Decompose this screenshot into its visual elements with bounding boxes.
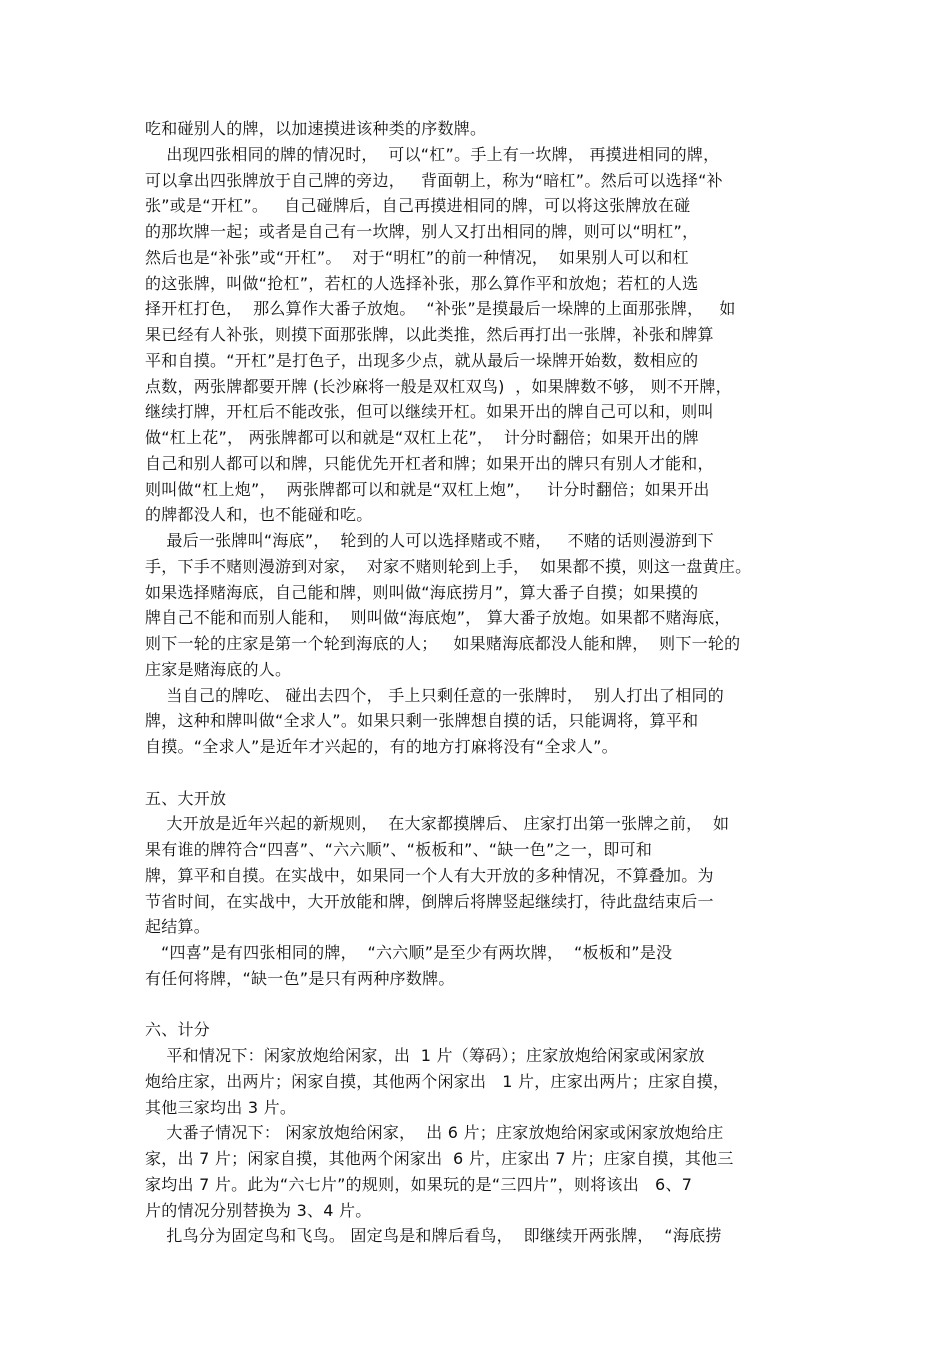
text-line: 节省时间，在实战中，大开放能和牌，倒牌后将牌竖起继续打，待此盘结束后一 <box>145 891 714 911</box>
text-line: 如果选择赌海底，自己能和牌，则叫做“海底捞月”，算大番子自摸；如果摸的 <box>145 582 699 602</box>
text-line: 扎鸟分为固定鸟和飞鸟。 固定鸟是和牌后看鸟， 即继续开两张牌， “海底捞 <box>145 1226 722 1246</box>
text-line: 六、计分 <box>145 1020 211 1040</box>
text-line: 果已经有人补张，则摸下面那张牌，以此类推，然后再打出一张牌，补张和牌算 <box>145 325 714 344</box>
text-line: 片的情况分别替换为 3、4 片。 <box>145 1200 372 1220</box>
text-line: 平和自摸。“开杠”是打色子，出现多少点，就从最后一垛牌开始数，数相应的 <box>145 350 699 370</box>
text-line: 庄家是赌海底的人。 <box>145 659 292 679</box>
text-line: 则下一轮的庄家是第一个轮到海底的人； 如果赌海底都没人能和牌， 则下一轮的 <box>145 634 741 653</box>
text-line: 炮给庄家，出两片；闲家自摸，其他两个闲家出 1 片，庄家出两片；庄家自摸， <box>145 1071 730 1091</box>
text-line: 出现四张相同的牌的情况时， 可以“杠”。手上有一坎牌， 再摸进相同的牌， <box>145 144 720 164</box>
text-line: 有任何将牌，“缺一色”是只有两种序数牌。 <box>145 968 455 988</box>
text-line: 则叫做“杠上炮”， 两张牌都可以和就是“双杠上炮”， 计分时翻倍；如果开出 <box>145 479 710 499</box>
text-line: 其他三家均出 3 片。 <box>145 1097 297 1117</box>
text-line: 做“杠上花”， 两张牌都可以和就是“双杠上花”， 计分时翻倍；如果开出的牌 <box>145 428 699 447</box>
text-line: 择开杠打色， 那么算作大番子放炮。 “补张”是摸最后一垛牌的上面那张牌， 如 <box>145 299 736 319</box>
text-line: 继续打牌，开杠后不能改张，但可以继续开杠。如果开出的牌自己可以和，则叫 <box>145 402 714 422</box>
text-line: 然后也是“补张”或“开杠”。 对于“明杠”的前一种情况， 如果别人可以和杠 <box>145 247 689 267</box>
text-line: 平和情况下：闲家放炮给闲家，出 1 片（筹码）；庄家放炮给闲家或闲家放 <box>145 1046 705 1065</box>
text-line: 点数，两张牌都要开牌 (长沙麻将一般是双杠双鸟) ，如果牌数不够， 则不开牌， <box>145 376 732 396</box>
text-line: 牌，算平和自摸。在实战中，如果同一个人有大开放的多种情况，不算叠加。为 <box>145 865 714 885</box>
text-line: 最后一张牌叫“海底”， 轮到的人可以选择赌或不赌， 不赌的话则漫游到下 <box>145 531 714 550</box>
text-line: 手，下手不赌则漫游到对家， 对家不赌则轮到上手， 如果都不摸，则这一盘黄庄。 <box>145 556 752 576</box>
text-line: 当自己的牌吃、 碰出去四个， 手上只剩任意的一张牌时， 别人打出了相同的 <box>145 685 724 705</box>
text-line: 起结算。 <box>145 917 211 937</box>
text-line: “四喜”是有四张相同的牌， “六六顺”是至少有两坎牌， “板板和”是没 <box>145 943 673 962</box>
text-line: 牌，这种和牌叫做“全求人”。如果只剩一张牌想自摸的话，只能调将，算平和 <box>145 711 699 731</box>
text-line: 可以拿出四张牌放于自己牌的旁边， 背面朝上，称为“暗杠”。然后可以选择“补 <box>145 170 723 190</box>
text-line: 家，出 7 片；闲家自摸，其他两个闲家出 6 片，庄家出 7 片；庄家自摸，其他三 <box>145 1149 734 1168</box>
text-line: 吃和碰别人的牌，以加速摸进该种类的序数牌。 <box>145 119 487 138</box>
text-line: 果有谁的牌符合“四喜”、“六六顺”、“板板和”、“缺一色”之一，即可和 <box>145 840 653 859</box>
text-line: 的这张牌，叫做“抢杠”，若杠的人选择补张，那么算作平和放炮；若杠的人选 <box>145 273 699 293</box>
text-line: 家均出 7 片。此为“六七片”的规则，如果玩的是“三四片”，则将该出 6、7 <box>145 1174 693 1194</box>
text-line: 张”或是“开杠”。 自己碰牌后，自己再摸进相同的牌，可以将这张牌放在碰 <box>145 196 691 216</box>
text-line: 的那坎牌一起；或者是自己有一坎牌，别人又打出相同的牌，则可以“明杠”， <box>145 222 699 241</box>
text-line: 自摸。“全求人”是近年才兴起的，有的地方打麻将没有“全求人”。 <box>145 737 618 756</box>
text-line: 的牌都没人和，也不能碰和吃。 <box>145 505 373 525</box>
text-line: 大番子情况下： 闲家放炮给闲家， 出 6 片；庄家放炮给闲家或闲家放炮给庄 <box>145 1123 724 1143</box>
text-line: 五、大开放 <box>145 788 227 808</box>
text-line: 牌自己不能和而别人能和， 则叫做“海底炮”， 算大番子放炮。如果都不赌海底， <box>145 608 731 628</box>
text-line: 大开放是近年兴起的新规则， 在大家都摸牌后、 庄家打出第一张牌之前， 如 <box>145 814 730 834</box>
text-line: 自己和别人都可以和牌，只能优先开杠者和牌；如果开出的牌只有别人才能和， <box>145 453 714 473</box>
